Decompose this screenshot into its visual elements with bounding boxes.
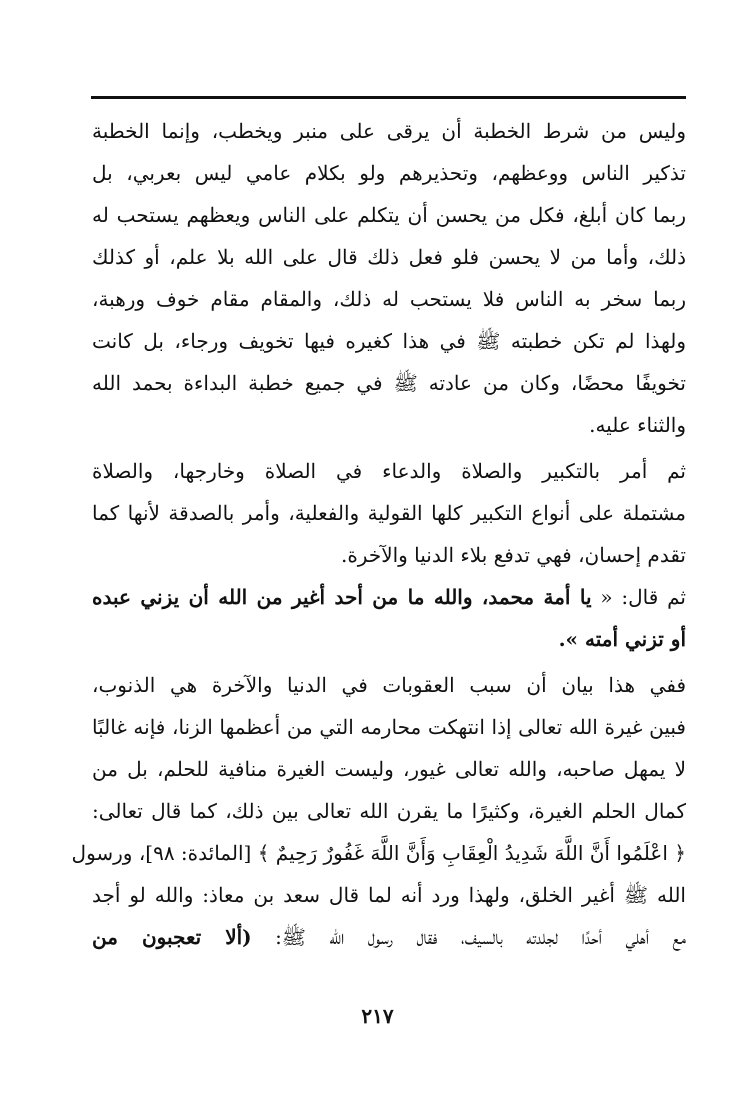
body-line: تخويفًا محضًا، وكان من عادته ﷺ في جميع خطبة البداءة بحمد الله: [92, 371, 686, 395]
hadith-text: يا أمة محمد، والله ما من أحد أغير من الله أن يزني عبده: [92, 585, 592, 609]
hadith-line: [92, 576, 686, 618]
header-rule: [91, 96, 686, 99]
body-line: ولهذا لم تكن خطبته ﷺ في هذا كغيره فيها تخويف ورجاء، بل كانت: [92, 329, 686, 353]
last-line-text: مع أهلي أحدًا لجلدته بالسيف، فقال رسول الله ﷺ:: [275, 925, 686, 949]
body-line: تذكير الناس ووعظهم، وتحذيرهم ولو بكلام عامي ليس بعربي، بل: [92, 161, 686, 185]
body-line: وليس من شرط الخطبة أن يرقى على منبر ويخطب، وإنما الخطبة: [92, 119, 686, 143]
page-body: [71, 110, 686, 958]
body-line: ففي هذا بيان أن سبب العقوبات في الدنيا والآخرة هي الذنوب،: [92, 673, 686, 697]
body-line: كمال الحلم الغيرة، وكثيرًا ما يقرن الله تعالى بين ذلك، كما قال تعالى:: [92, 799, 686, 823]
page-number: ٢١٧: [361, 1004, 394, 1028]
body-line: ربما كان أبلغ، فكل من يحسن أن يتكلم على الناس ويعظهم يستحب له: [92, 203, 686, 227]
body-line: تقدم إحسان، فهي تدفع بلاء الدنيا والآخرة.: [340, 543, 686, 567]
body-line: ذلك، وأما من لا يحسن فلو فعل ذلك قال على الله بلا علم، أو كذلك: [92, 245, 686, 269]
quran-after: ، ورسول: [71, 841, 146, 865]
body-line: الله ﷺ أغير الخلق، ولهذا ورد أنه لما قال سعد بن معاذ: والله لو أجد: [92, 883, 686, 907]
quran-reference: [المائدة: ٩٨]: [145, 841, 252, 865]
quran-verse: ﴿ اعْلَمُوا أَنَّ اللَّهَ شَدِيدُ الْعِقَابِ وَأَنَّ اللَّهَ غَفُورٌ رَحِيمٌ ﴾: [257, 841, 686, 865]
body-line: مشتملة على أنواع التكبير كلها القولية والفعلية، وأمر بالصدقة لأنها كما: [92, 501, 686, 525]
body-line: فبين غيرة الله تعالى إذا انتهكت محارمه التي من أعظمها الزنا، فإنه غالبًا: [92, 715, 686, 739]
quran-line: [71, 832, 686, 874]
body-line: والثناء عليه.: [589, 413, 686, 437]
body-line: [92, 916, 686, 958]
body-line: ثم أمر بالتكبير والصلاة والدعاء في الصلاة وخارجها، والصلاة: [92, 459, 686, 483]
hadith-intro: ثم قال: «: [600, 585, 686, 609]
body-line: ربما سخر به الناس فلا يستحب له ذلك، والمقام مقام خوف ورهبة،: [92, 287, 686, 311]
hadith-line: أو تزني أمته ».: [558, 627, 686, 651]
last-line-bold: (ألا تعجبون من: [92, 925, 252, 949]
body-line: لا يمهل صاحبه، والله تعالى غيور، وليست الغيرة منافية للحلم، بل من: [92, 757, 686, 781]
